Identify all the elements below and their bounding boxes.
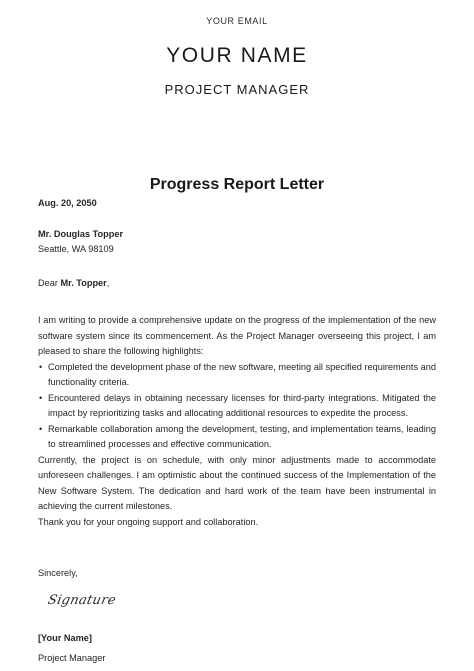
intro-paragraph: I am writing to provide a comprehensive update on the progress of the implementation of the new software system since its commencement. As the Project Manager overseeing this project, I am pleased to share the following highlights: — [38, 315, 436, 356]
letter-title: Progress Report Letter — [149, 176, 325, 193]
header-name: YOUR NAME — [166, 44, 308, 67]
header-role: PROJECT MANAGER — [164, 82, 310, 97]
salutation-suffix: , — [106, 278, 110, 288]
salutation-name: Mr. Topper — [60, 278, 107, 288]
list-item: • Remarkable collaboration among the development, testing, and implementation teams, leading to streamlined processes and effective communication. — [48, 422, 436, 453]
thanks-line: Thank you for your ongoing support and collaboration. — [38, 516, 259, 527]
letter-body — [38, 313, 436, 530]
salutation-prefix: Dear — [38, 278, 61, 288]
signature: Signature — [46, 593, 118, 608]
salutation — [38, 276, 436, 292]
recipient-address: Seattle, WA 98109 — [38, 244, 114, 254]
sender-role: Project Manager — [38, 653, 106, 663]
list-item: • Completed the development phase of the new software, meeting all specified requirements and functionality criteria. — [48, 360, 436, 391]
sender-name: [Your Name] — [38, 633, 92, 643]
highlights-list — [38, 360, 436, 453]
closing-paragraph: Currently, the project is on schedule, with only minor adjustments made to accommodate unforeseen challenges. I am optimistic about the continued success of the Implementation of the New Software System. The dedication and hard work of the team have been instrumental in achieving the current milestones. — [38, 454, 436, 511]
recipient-name: Mr. Douglas Topper — [38, 229, 124, 239]
letter-date: Aug. 20, 2050 — [38, 198, 97, 208]
list-item: • Encountered delays in obtaining necessary licenses for third-party integrations. Mitigated the impact by reprioritizing tasks and allocating additional resources to expedite the process. — [48, 391, 436, 422]
signoff: Sincerely, — [38, 568, 78, 578]
header-email: YOUR EMAIL — [206, 16, 268, 26]
